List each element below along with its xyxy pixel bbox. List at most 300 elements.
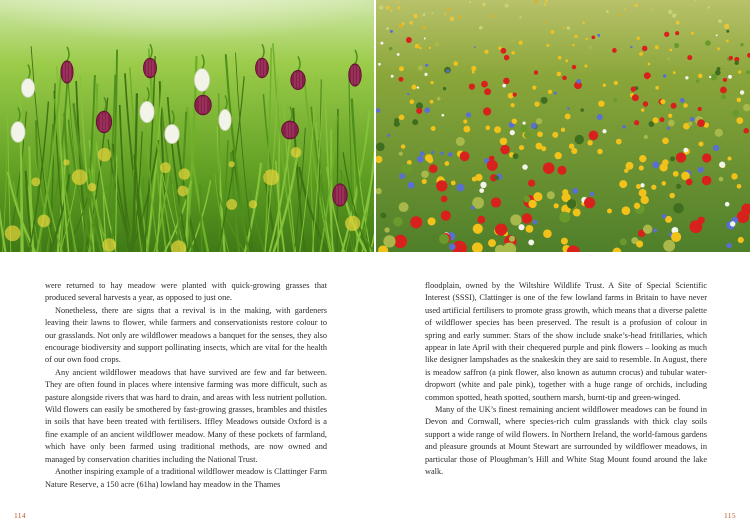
meadow-flower-dot — [697, 119, 705, 127]
meadow-flower-dot — [483, 107, 491, 115]
meadow-flower-dot — [541, 97, 548, 104]
meadow-flower-dot — [669, 150, 675, 156]
meadow-flower-dot — [698, 167, 704, 173]
meadow-flower-dot — [632, 94, 639, 101]
meadow-flower-dot — [390, 9, 392, 11]
meadow-flower-dot — [582, 22, 584, 24]
meadow-flower-dot — [479, 188, 484, 193]
meadow-flower-dot — [493, 14, 495, 16]
photo-spread — [0, 0, 750, 252]
meadow-flower-dot — [424, 107, 430, 113]
meadow-flower-dot — [547, 191, 555, 199]
meadow-flower-dot — [380, 212, 386, 218]
meadow-flower-dot — [715, 129, 723, 137]
meadow-flower-dot — [737, 184, 742, 189]
meadow-flower-dot — [386, 27, 389, 30]
meadow-flower-dot — [634, 120, 639, 125]
meadow-flower-dot — [572, 65, 576, 69]
meadow-flower-dot — [690, 220, 703, 233]
yellow-flower-blur — [31, 177, 40, 186]
meadow-flower-dot — [576, 79, 581, 84]
meadow-flower-dot — [441, 114, 444, 117]
page-number-right: 115 — [724, 511, 736, 520]
meadow-flower-dot — [726, 30, 729, 33]
meadow-flower-dot — [737, 98, 742, 103]
meadow-flower-dot — [718, 19, 722, 23]
yellow-flower-blur — [63, 159, 69, 165]
meadow-flower-dot — [598, 100, 604, 106]
meadow-flower-dot — [453, 61, 458, 66]
meadow-flower-dot — [399, 77, 404, 82]
meadow-flower-dot — [724, 24, 729, 29]
meadow-flower-dot — [726, 40, 729, 43]
meadow-flower-dot — [380, 42, 383, 45]
meadow-flower-dot — [707, 6, 709, 8]
meadow-flower-dot — [618, 13, 621, 16]
fritillary-white-icon — [140, 101, 154, 122]
meadow-flower-dot — [551, 30, 555, 34]
meadow-flower-dot — [440, 152, 443, 155]
meadow-flower-dot — [488, 239, 496, 247]
yellow-flower-blur — [291, 147, 302, 158]
meadow-flower-dot — [614, 99, 618, 103]
meadow-flower-dot — [567, 107, 570, 110]
meadow-flower-dot — [510, 214, 521, 225]
yellow-flower-blur — [179, 168, 190, 179]
meadow-flower-dot — [743, 128, 749, 134]
meadow-flower-dot — [495, 224, 507, 236]
meadow-flower-dot — [670, 49, 673, 52]
meadow-flower-dot — [738, 70, 741, 73]
meadow-flower-dot — [410, 216, 422, 228]
meadow-flower-dot — [386, 6, 390, 10]
meadow-flower-dot — [429, 47, 431, 49]
fritillary-white-icon — [219, 109, 231, 130]
meadow-flower-dot — [584, 197, 595, 208]
meadow-flower-dot — [397, 1, 399, 3]
meadow-flower-dot — [738, 237, 744, 243]
meadow-flower-dot — [504, 55, 510, 61]
meadow-flower-dot — [534, 101, 539, 106]
meadow-flower-dot — [490, 15, 493, 18]
meadow-flower-dot — [561, 128, 565, 132]
yellow-flower-blur — [177, 186, 188, 197]
meadow-flower-dot — [603, 84, 606, 87]
meadow-flower-dot — [409, 99, 414, 104]
meadow-flower-dot — [481, 81, 488, 88]
meadow-flower-dot — [524, 131, 531, 138]
meadow-flower-dot — [519, 40, 523, 44]
meadow-flower-dot — [607, 209, 612, 214]
meadow-flower-dot — [644, 72, 651, 79]
meadow-flower-dot — [522, 213, 532, 223]
paragraph: Another inspiring example of a traditional wildflower meadow is Clattinger Farm Nature Reserve, a 150 acre (61ha) lowland hay meadow in the Thames — [45, 467, 327, 489]
meadow-flower-dot — [402, 22, 405, 25]
meadow-flower-dot — [502, 84, 506, 88]
meadow-flower-dot — [636, 240, 643, 247]
meadow-flower-dot — [557, 166, 566, 175]
meadow-flower-dot — [469, 1, 471, 3]
meadow-flower-dot — [586, 38, 588, 40]
meadow-flower-dot — [690, 117, 695, 122]
meadow-flower-dot — [669, 193, 675, 199]
meadow-flower-dot — [683, 148, 688, 153]
meadow-flower-dot — [562, 26, 565, 29]
meadow-flower-dot — [574, 35, 577, 38]
meadow-flower-dot — [419, 47, 422, 50]
meadow-flower-dot — [554, 92, 557, 95]
meadow-flower-dot — [730, 221, 735, 226]
meadow-flower-dot — [686, 179, 693, 186]
meadow-flower-dot — [480, 182, 486, 188]
meadow-flower-dot — [532, 85, 536, 89]
meadow-flower-dot — [526, 225, 534, 233]
meadow-flower-dot — [473, 224, 483, 234]
meadow-flower-dot — [431, 151, 434, 154]
meadow-flower-dot — [448, 152, 453, 157]
meadow-flower-dot — [698, 107, 702, 111]
meadow-flower-dot — [624, 168, 628, 172]
paragraph: were returned to hay meadow were planted with quick-growing grasses that produced several harvests a year, as opposed to just one. — [45, 281, 327, 303]
right-page-text — [425, 280, 707, 479]
meadow-flower-dot — [500, 48, 506, 54]
meadow-flower-dot — [641, 108, 644, 111]
meadow-flower-dot — [508, 93, 514, 99]
fritillary-white-icon — [11, 122, 25, 143]
meadow-flower-dot — [500, 138, 507, 145]
meadow-flower-dot — [535, 195, 540, 200]
yellow-flower-blur — [229, 161, 235, 167]
meadow-flower-dot — [597, 114, 603, 120]
meadow-flower-dot — [429, 164, 438, 173]
meadow-flower-dot — [688, 122, 693, 127]
meadow-flower-dot — [472, 71, 475, 74]
meadow-flower-dot — [518, 224, 524, 230]
meadow-flower-dot — [401, 144, 405, 148]
meadow-flower-dot — [676, 184, 681, 189]
meadow-flower-dot — [728, 75, 732, 79]
yellow-flower-blur — [5, 225, 21, 241]
yellow-flower-blur — [226, 199, 237, 210]
meadow-flower-dot — [602, 129, 606, 133]
meadow-flower-dot — [541, 146, 546, 151]
meadow-flower-dot — [376, 108, 380, 112]
meadow-flower-dot — [479, 26, 483, 30]
meadow-flower-dot — [384, 227, 389, 232]
meadow-flower-dot — [639, 165, 644, 170]
meadow-flower-dot — [673, 171, 679, 177]
meadow-flower-dot — [451, 181, 456, 186]
meadow-flower-dot — [634, 203, 640, 209]
meadow-flower-dot — [463, 119, 467, 123]
meadow-flower-dot — [378, 63, 381, 66]
meadow-flower-dot — [543, 162, 555, 174]
meadow-flower-dot — [419, 43, 422, 46]
meadow-flower-dot — [663, 240, 675, 252]
meadow-flower-dot — [446, 69, 449, 72]
page-number-left: 114 — [14, 511, 26, 520]
meadow-flower-dot — [662, 159, 668, 165]
meadow-flower-dot — [503, 78, 510, 85]
meadow-flower-dot — [457, 184, 465, 192]
meadow-flower-dot — [685, 76, 688, 79]
meadow-flower-dot — [705, 40, 711, 46]
meadow-flower-dot — [424, 38, 426, 40]
meadow-flower-dot — [556, 72, 561, 77]
meadow-flower-dot — [399, 152, 403, 156]
meadow-flower-dot — [379, 5, 383, 9]
meadow-flower-dot — [562, 189, 568, 195]
meadow-flower-dot — [676, 152, 686, 162]
meadow-flower-dot — [620, 238, 627, 245]
yellow-flower-blur — [160, 162, 171, 173]
meadow-flower-dot — [619, 180, 627, 188]
meadow-flower-dot — [648, 63, 651, 66]
meadow-flower-dot — [450, 17, 455, 22]
meadow-flower-dot — [466, 112, 471, 117]
meadow-flower-dot — [716, 34, 718, 36]
fritillary-photo — [0, 0, 374, 252]
meadow-flower-dot — [727, 156, 731, 160]
meadow-flower-dot — [624, 8, 626, 10]
meadow-flower-dot — [663, 74, 667, 78]
meadow-flower-dot — [391, 75, 394, 78]
meadow-flower-dot — [544, 3, 547, 6]
meadow-flower-dot — [580, 108, 584, 112]
meadow-flower-dot — [591, 35, 595, 39]
meadow-flower-dot — [567, 199, 577, 209]
meadow-flower-dot — [536, 118, 542, 124]
meadow-flower-dot — [469, 83, 475, 89]
meadow-flower-dot — [511, 51, 514, 54]
paragraph: Any ancient wildflower meadows that have survived are few and far between. They are often found in places where intensive farming was more difficult, such as pasture alongside rivers that was hard to drain, and areas with less nutrient pollution. Wild flowers can easily be smothered by fast-growing grasses, brambles and thistles in soils that have been treated with fertilisers. Iffley Meadows outside Oxford is a fine example of an ancient wildflower meadow. Many of these pockets of farmland, which have only been farmed using traditional methods, are now owned and managed by conservation charities including the National Trust. — [45, 367, 327, 464]
meadow-flower-dot — [726, 243, 732, 249]
meadow-flower-dot — [565, 59, 568, 62]
meadow-flower-dot — [713, 145, 719, 151]
meadow-flower-dot — [746, 70, 750, 74]
meadow-flower-dot — [449, 243, 456, 250]
meadow-flower-dot — [456, 137, 465, 146]
meadow-flower-dot — [528, 200, 536, 208]
meadow-flower-dot — [637, 37, 640, 40]
meadow-flower-dot — [737, 211, 749, 223]
meadow-flower-dot — [444, 13, 446, 15]
meadow-flower-dot — [567, 26, 570, 29]
yellow-flower-blur — [345, 216, 360, 231]
meadow-flower-dot — [399, 66, 404, 71]
meadow-flower-dot — [519, 145, 524, 150]
meadow-flower-dot — [534, 70, 538, 74]
meadow-flower-dot — [554, 203, 559, 208]
meadow-flower-dot — [418, 65, 423, 70]
meadow-flower-dot — [622, 125, 626, 129]
meadow-flower-dot — [548, 90, 552, 94]
meadow-flower-dot — [394, 118, 399, 123]
meadow-flower-dot — [415, 44, 419, 48]
meadow-flower-dot — [406, 37, 412, 43]
meadow-flower-dot — [652, 161, 659, 168]
meadow-flower-dot — [523, 122, 526, 125]
meadow-flower-dot — [729, 56, 733, 60]
left-page-text — [45, 280, 327, 491]
yellow-flower-blur — [98, 148, 112, 162]
yellow-flower-blur — [88, 183, 97, 192]
meadow-flower-dot — [702, 176, 712, 186]
meadow-flower-dot — [387, 134, 390, 137]
meadow-flower-dot — [572, 44, 574, 46]
meadow-flower-dot — [622, 206, 631, 215]
meadow-flower-dot — [383, 235, 395, 247]
meadow-flower-dot — [680, 98, 685, 103]
meadow-flower-dot — [430, 81, 433, 84]
fritillary-meadow-image — [0, 0, 374, 252]
meadow-flower-dot — [639, 155, 646, 162]
meadow-flower-dot — [484, 50, 488, 54]
meadow-flower-dot — [474, 46, 476, 48]
fritillary-white-icon — [21, 79, 34, 98]
meadow-flower-dot — [667, 57, 670, 60]
meadow-flower-dot — [702, 153, 711, 162]
meadow-flower-dot — [587, 140, 592, 145]
meadow-flower-dot — [424, 73, 427, 76]
meadow-flower-dot — [528, 180, 535, 187]
fritillary-white-icon — [194, 69, 209, 92]
meadow-flower-dot — [636, 184, 641, 189]
meadow-flower-dot — [463, 126, 470, 133]
yellow-flower-blur — [263, 169, 279, 185]
meadow-flower-dot — [390, 30, 393, 33]
meadow-flower-dot — [412, 119, 418, 125]
meadow-flower-dot — [698, 74, 703, 79]
meadow-flower-dot — [533, 220, 538, 225]
meadow-flower-dot — [484, 88, 491, 95]
meadow-flower-dot — [709, 76, 711, 78]
meadow-flower-dot — [416, 108, 422, 114]
meadow-flower-dot — [511, 103, 515, 107]
meadow-flower-dot — [471, 206, 475, 210]
meadow-flower-dot — [597, 34, 600, 37]
meadow-flower-dot — [687, 55, 692, 60]
meadow-flower-dot — [662, 137, 669, 144]
meadow-flower-dot — [584, 64, 587, 67]
meadow-flower-dot — [399, 202, 409, 212]
meadow-flower-dot — [477, 216, 485, 224]
meadow-flower-dot — [528, 239, 534, 245]
meadow-flower-dot — [458, 16, 461, 19]
meadow-flower-dot — [698, 141, 703, 146]
meadow-flower-dot — [606, 10, 609, 13]
meadow-flower-dot — [674, 43, 679, 48]
meadow-flower-dot — [471, 66, 476, 71]
meadow-flower-dot — [408, 182, 415, 189]
meadow-flower-dot — [431, 126, 436, 131]
meadow-flower-dot — [494, 126, 501, 133]
yellow-flower-blur — [102, 238, 116, 252]
meadow-flower-dot — [671, 103, 677, 109]
meadow-flower-dot — [475, 174, 482, 181]
meadow-flower-dot — [673, 71, 676, 74]
meadow-flower-dot — [589, 131, 599, 141]
meadow-flower-dot — [655, 86, 659, 90]
meadow-flower-dot — [719, 177, 724, 182]
meadow-flower-dot — [513, 153, 519, 159]
meadow-flower-dot — [404, 164, 413, 173]
meadow-flower-dot — [520, 124, 528, 132]
meadow-flower-dot — [696, 79, 700, 83]
meadow-flower-dot — [717, 47, 720, 50]
meadow-flower-dot — [399, 173, 405, 179]
paragraph: Many of the UK’s finest remaining ancient wildflower meadows can be found in Devon and Cornwall, where species-rich culm grasslands with thick clay soils support a wide range of wild flowers. In Northern Ireland, the world-famous gardens and pleasure grounds at Mount Stewart are surrounded by wildflower meadows, in particular those of Ploughman’s Hill and White Stag Mount found around the lake walk. — [425, 405, 707, 477]
meadow-flower-dot — [510, 130, 515, 135]
paragraph: floodplain, owned by the Wiltshire Wildlife Trust. A Site of Special Scientific Interest (SSSI), Clattinger is one of the few lowland farms in Britain to have never used artificial fertilisers to promote grass growth, which means that a diverse palette of wildflower species has been preserved. The result is a profusion of colour in spring and early summer. Stars of the show include snake’s-head fritillaries, which appear in late April with their chequered purple and pink flowers – looking as much like designer lampshades as the snakeskin they are said to resemble. In August, there is meadow saffron (a pink flower, also known as autumn crocus) and tubular water-dropwort (white and pale pink), together with a huge range of orchids, including common spotted, heath spotted, southern marsh, burnt-tip and green-winged. — [425, 281, 707, 402]
meadow-flower-dot — [587, 18, 589, 20]
meadow-flower-dot — [397, 53, 400, 56]
meadow-flower-dot — [572, 188, 578, 194]
meadow-flower-dot — [675, 31, 679, 35]
meadow-flower-dot — [423, 26, 427, 30]
yellow-flower-blur — [72, 169, 88, 185]
meadow-flower-dot — [552, 132, 558, 138]
meadow-flower-dot — [672, 14, 676, 18]
meadow-flower-dot — [660, 117, 665, 122]
meadow-flower-dot — [441, 196, 448, 203]
meadow-flower-dot — [643, 101, 648, 106]
meadow-flower-dot — [631, 86, 636, 91]
meadow-flower-dot — [422, 179, 427, 184]
meadow-flower-dot — [721, 94, 726, 99]
meadow-flower-dot — [445, 161, 450, 166]
meadow-flower-dot — [559, 212, 570, 223]
meadow-flower-dot — [512, 118, 518, 124]
meadow-flower-dot — [655, 45, 659, 49]
meadow-flower-dot — [437, 97, 441, 101]
meadow-flower-dot — [423, 13, 426, 16]
meadow-flower-dot — [639, 52, 643, 56]
meadow-flower-dot — [544, 21, 546, 23]
meadow-flower-dot — [673, 203, 684, 214]
meadow-flower-dot — [519, 16, 521, 18]
meadow-flower-dot — [435, 42, 440, 47]
meadow-flower-dot — [425, 64, 428, 67]
meadow-flower-dot — [644, 135, 648, 139]
meadow-flower-dot — [460, 151, 470, 161]
meadow-flower-dot — [421, 171, 429, 179]
meadow-flower-dot — [650, 8, 652, 10]
meadow-flower-dot — [500, 145, 510, 155]
meadow-flower-dot — [630, 46, 632, 48]
meadow-flower-dot — [616, 139, 622, 145]
meadow-flower-dot — [511, 39, 515, 43]
meadow-flower-dot — [399, 115, 405, 121]
poppy-meadow-image — [376, 0, 750, 252]
meadow-flower-dot — [546, 44, 549, 47]
meadow-flower-dot — [651, 185, 656, 190]
meadow-flower-dot — [558, 56, 562, 60]
meadow-flower-dot — [653, 229, 657, 233]
meadow-flower-dot — [642, 46, 648, 52]
meadow-flower-dot — [537, 131, 543, 137]
meadow-flower-dot — [430, 100, 434, 104]
meadow-flower-dot — [614, 81, 618, 85]
meadow-flower-dot — [543, 229, 552, 238]
meadow-flower-dot — [420, 151, 425, 156]
meadow-flower-dot — [683, 103, 688, 108]
meadow-flower-dot — [428, 217, 436, 225]
meadow-flower-dot — [664, 32, 669, 37]
meadow-flower-dot — [482, 3, 485, 6]
meadow-flower-dot — [509, 236, 515, 242]
meadow-flower-dot — [565, 113, 571, 119]
